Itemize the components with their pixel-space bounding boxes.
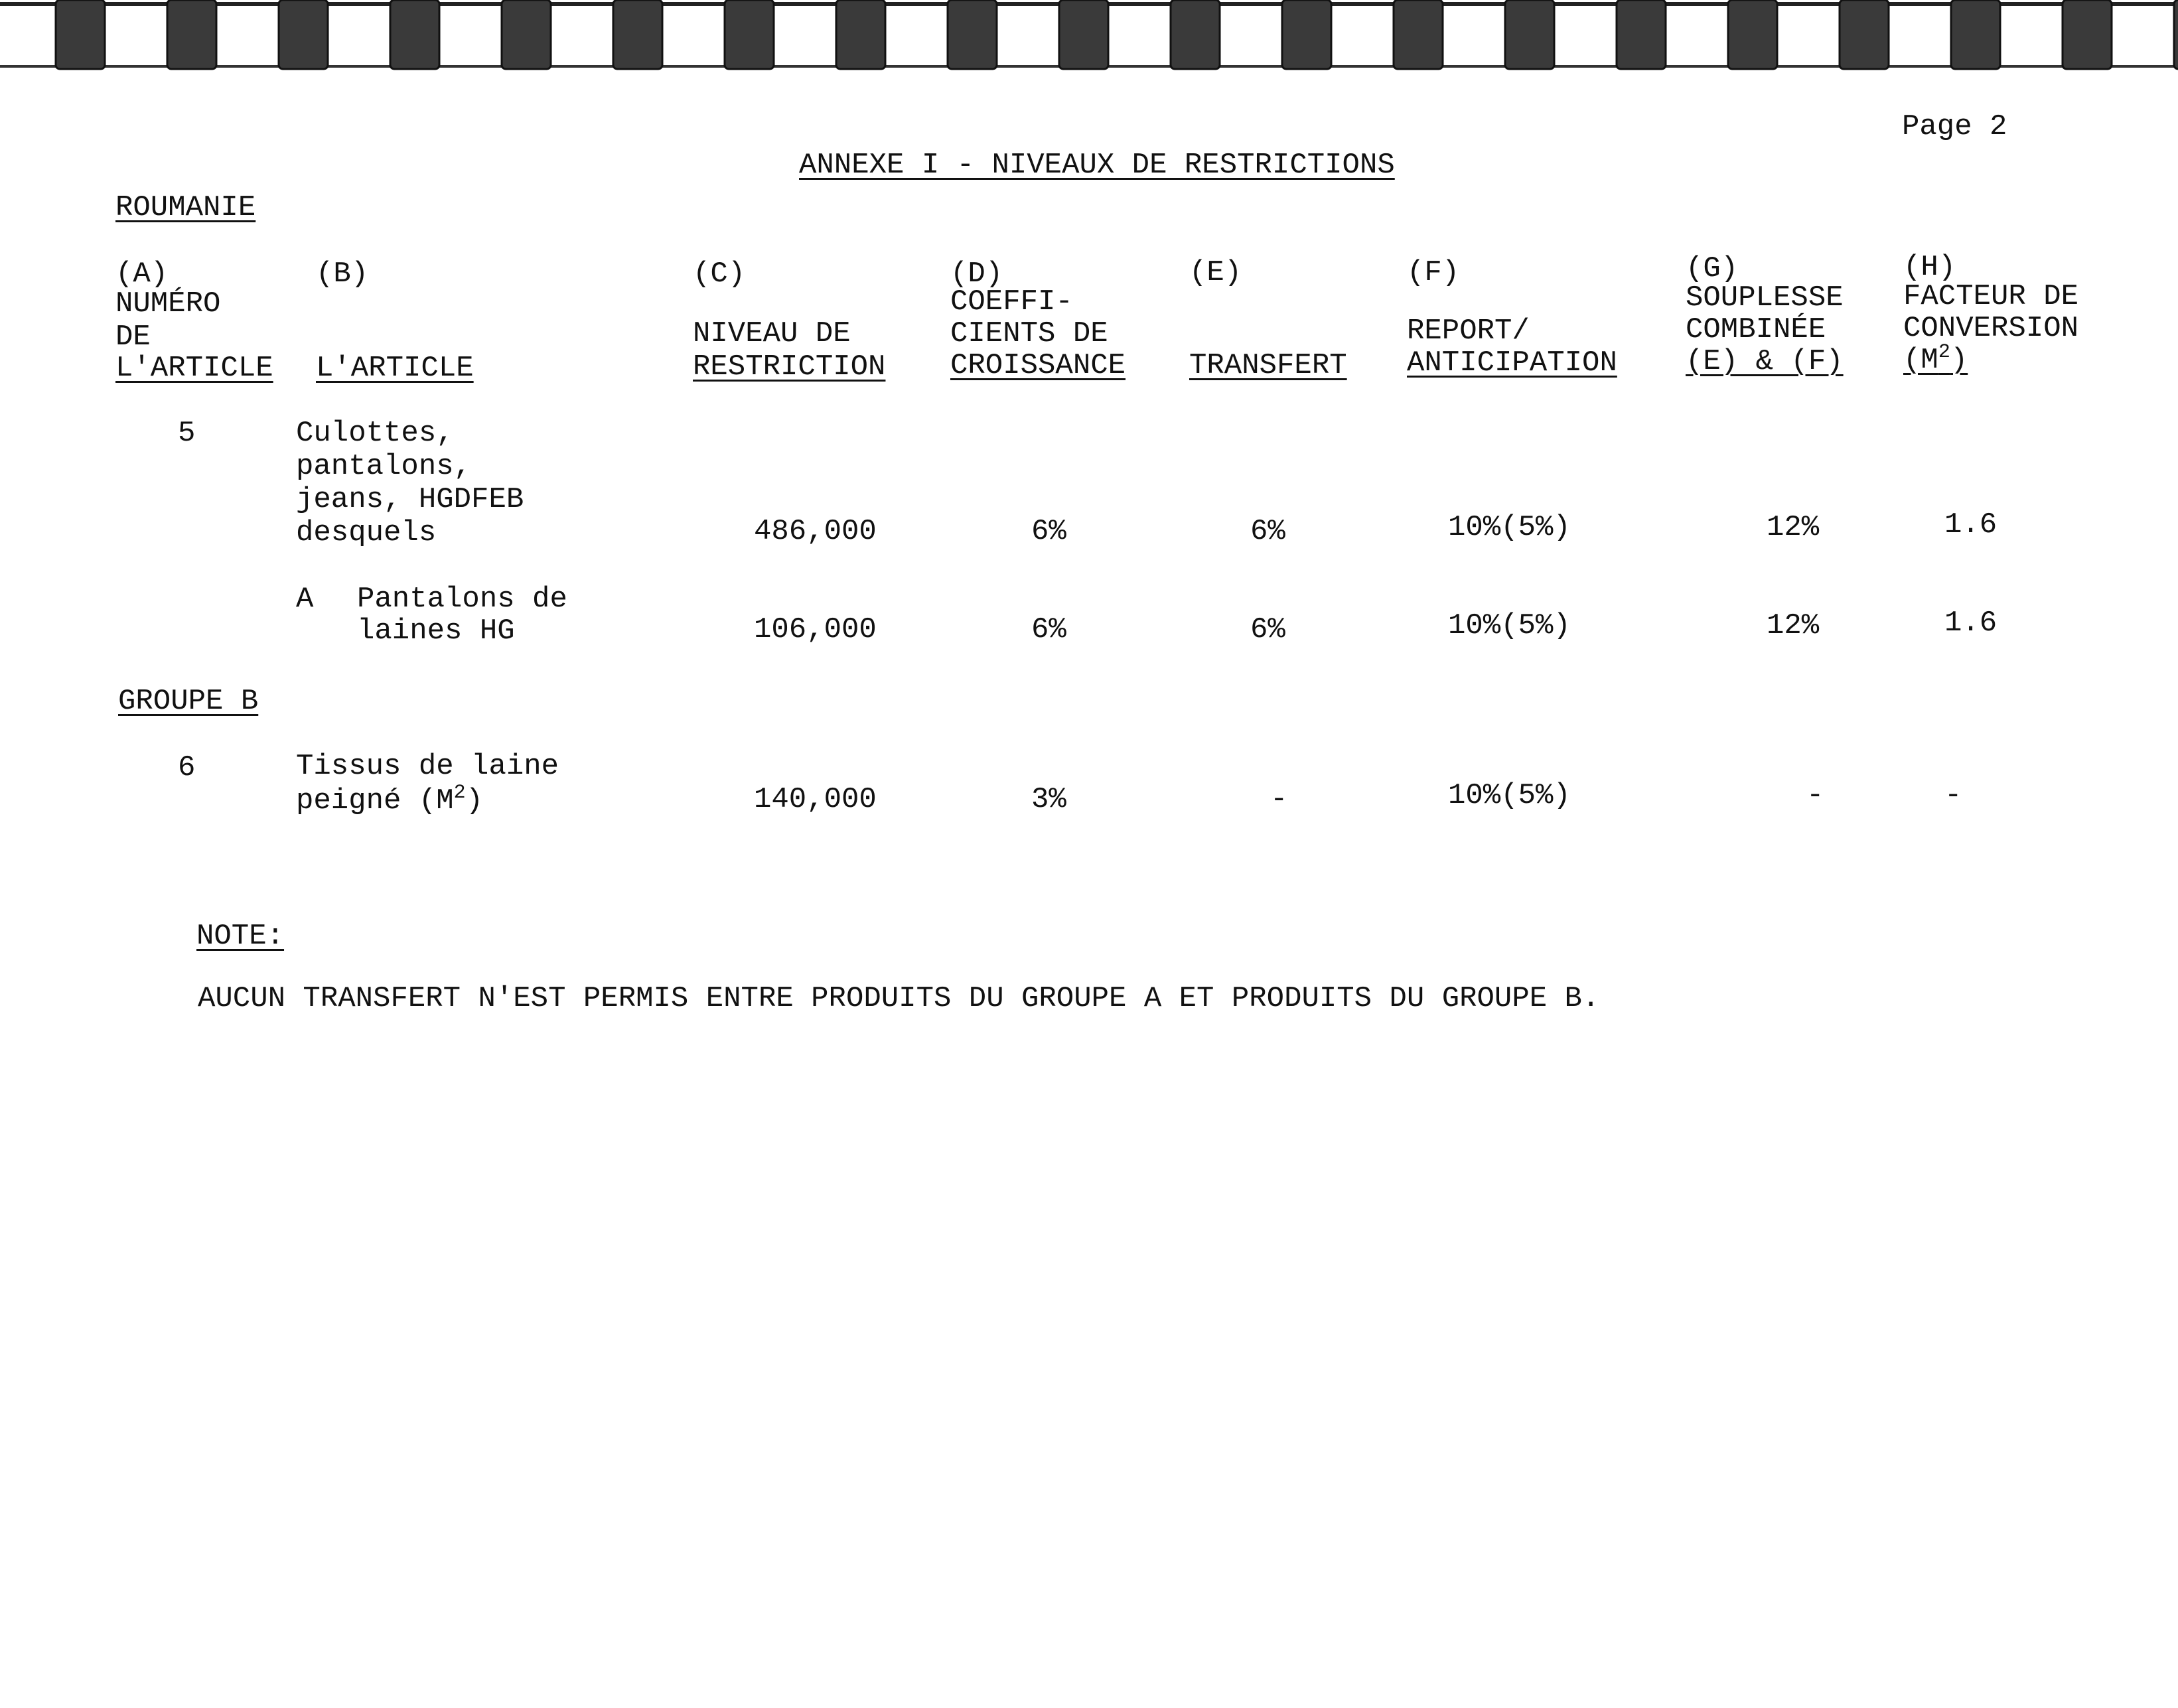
col-a-letter: (A) — [115, 257, 169, 291]
col-f-line1: REPORT/ — [1407, 315, 1530, 348]
binding-ring — [502, 0, 551, 69]
col-d-line2: CIENTS DE — [950, 317, 1108, 350]
binding-ring — [1840, 0, 1889, 69]
binding-ring — [1171, 0, 1220, 69]
col-g-line1: SOUPLESSE — [1686, 281, 1844, 315]
col-h-line2: CONVERSION — [1903, 312, 2079, 345]
row1-number: 5 — [178, 417, 196, 450]
col-c-letter: (C) — [693, 257, 746, 291]
row1-article-line2: pantalons, — [296, 450, 472, 483]
binding-ring — [613, 0, 662, 69]
note-label: NOTE: — [196, 920, 285, 953]
col-b-line1: L'ARTICLE — [316, 352, 474, 385]
col-d-letter: (D) — [950, 257, 1003, 291]
binding-ring — [2063, 0, 2112, 69]
row3-transfer: - — [1270, 783, 1288, 816]
row2-transfer: 6% — [1250, 613, 1285, 646]
col-b-letter: (B) — [316, 257, 369, 291]
row3-restriction: 140,000 — [754, 783, 877, 816]
col-a-line1: NUMÉRO — [115, 287, 221, 320]
col-c-line2: RESTRICTION — [693, 350, 886, 384]
row2-article-line2: laines HG — [357, 614, 515, 648]
row1-article-line4: desquels — [296, 516, 437, 549]
row1-article-line1: Culottes, — [296, 417, 454, 450]
binding-ring — [1951, 0, 2000, 69]
binding-ring — [1505, 0, 1554, 69]
row3-growth: 3% — [1031, 783, 1066, 816]
row2-article-line1: Pantalons de — [357, 583, 567, 616]
row2-growth: 6% — [1031, 613, 1066, 646]
col-c-line1: NIVEAU DE — [693, 317, 851, 350]
row2-combined: 12% — [1767, 609, 1820, 642]
binding-ring — [948, 0, 997, 69]
binding-ring — [279, 0, 328, 69]
row2-number: A — [296, 583, 314, 616]
row3-number: 6 — [178, 751, 196, 784]
col-g-line3: (E) & (F) — [1686, 345, 1844, 378]
binding-ring — [1394, 0, 1443, 69]
col-f-line2: ANTICIPATION — [1407, 346, 1617, 380]
group-heading: GROUPE B — [118, 685, 259, 718]
row1-growth: 6% — [1031, 515, 1066, 548]
row3-combined: - — [1806, 779, 1824, 812]
col-e-letter: (E) — [1189, 256, 1242, 289]
row3-carry: 10%(5%) — [1448, 779, 1571, 812]
col-a-line3: L'ARTICLE — [115, 352, 273, 385]
binding-ring — [1728, 0, 1777, 69]
col-d-line1: COEFFI- — [950, 285, 1073, 319]
row2-carry: 10%(5%) — [1448, 609, 1571, 642]
col-d-line3: CROISSANCE — [950, 349, 1126, 382]
col-g-line2: COMBINÉE — [1686, 313, 1826, 346]
binding-ring — [2174, 0, 2178, 69]
binding-ring — [1059, 0, 1108, 69]
col-g-letter: (G) — [1686, 252, 1739, 285]
row1-article-line3: jeans, HGDFEB — [296, 483, 524, 516]
document-title: ANNEXE I - NIVEAUX DE RESTRICTIONS — [799, 149, 1395, 182]
row3-article-line1: Tissus de laine — [296, 750, 559, 783]
col-e-line1: TRANSFERT — [1189, 349, 1347, 382]
row2-restriction: 106,000 — [754, 613, 877, 646]
spiral-binding — [0, 0, 2178, 80]
binding-ring — [836, 0, 885, 69]
country-heading: ROUMANIE — [115, 191, 256, 224]
binding-ring — [56, 0, 105, 69]
row1-combined: 12% — [1767, 511, 1820, 544]
binding-ring — [1617, 0, 1666, 69]
row1-restriction: 486,000 — [754, 515, 877, 548]
note-text: AUCUN TRANSFERT N'EST PERMIS ENTRE PRODUITS DU GROUPE A ET PRODUITS DU GROUPE B. — [198, 982, 1600, 1015]
col-h-line1: FACTEUR DE — [1903, 280, 2079, 313]
row3-article-line2: peigné $(M^2)$ — [296, 782, 484, 818]
row3-conversion: - — [1944, 779, 1962, 812]
binding-ring — [390, 0, 439, 69]
row1-transfer: 6% — [1250, 515, 1285, 548]
binding-ring — [725, 0, 774, 69]
row1-conversion: 1.6 — [1944, 508, 1997, 541]
page-number: Page 2 — [1902, 110, 2007, 143]
col-a-line2: DE — [115, 320, 151, 354]
col-f-letter: (F) — [1407, 256, 1460, 289]
row1-carry: 10%(5%) — [1448, 511, 1571, 544]
binding-ring — [1282, 0, 1331, 69]
row2-conversion: 1.6 — [1944, 606, 1997, 640]
binding-ring — [167, 0, 216, 69]
col-h-letter: (H) — [1903, 251, 1956, 284]
col-h-line3: $(M^2)$ — [1903, 341, 1968, 377]
